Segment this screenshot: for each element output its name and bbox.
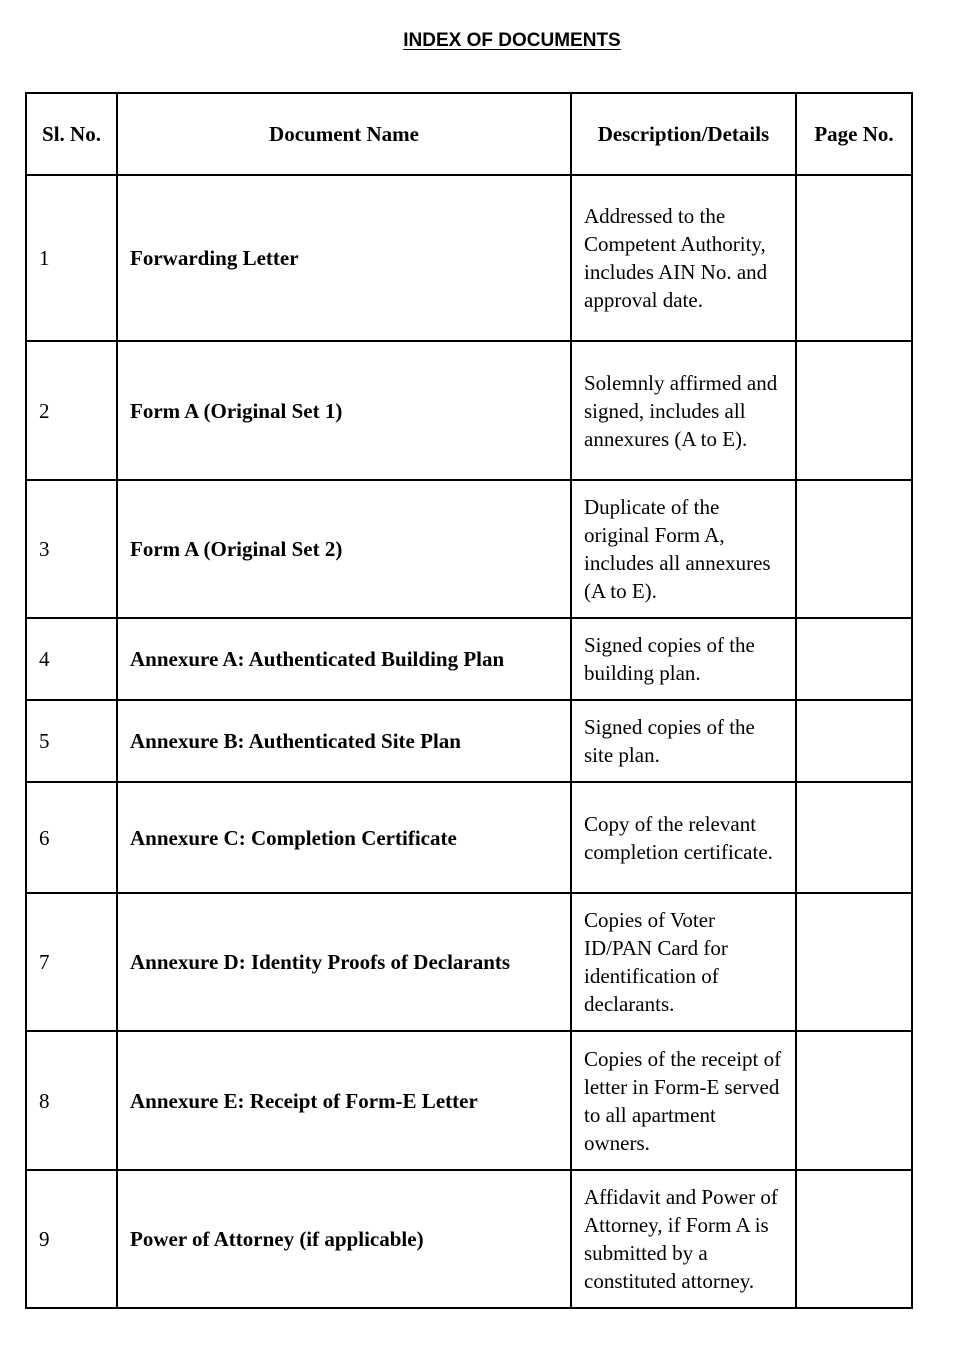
row-description: Solemnly affirmed and signed, includes all annexures (A to E). (571, 341, 796, 480)
table-row (26, 1170, 912, 1308)
table-row (26, 175, 912, 341)
row-document-name: Forwarding Letter (117, 175, 571, 341)
row-sl-no: 2 (26, 341, 117, 480)
row-description: Copies of the receipt of letter in Form-E served to all apartment owners. (571, 1031, 796, 1170)
table-row (26, 893, 912, 1031)
row-page-no (796, 1031, 912, 1170)
row-document-name: Annexure C: Completion Certificate (117, 782, 571, 893)
row-page-no (796, 782, 912, 893)
row-description: Signed copies of the building plan. (571, 618, 796, 700)
table-header-row (26, 93, 912, 175)
row-description: Copies of Voter ID/PAN Card for identification of declarants. (571, 893, 796, 1031)
table-row (26, 618, 912, 700)
row-sl-no: 1 (26, 175, 117, 341)
row-page-no (796, 893, 912, 1031)
row-description: Addressed to the Competent Authority, includes AIN No. and approval date. (571, 175, 796, 341)
row-sl-no: 8 (26, 1031, 117, 1170)
row-sl-no: 7 (26, 893, 117, 1031)
row-sl-no: 4 (26, 618, 117, 700)
row-document-name: Annexure B: Authenticated Site Plan (117, 700, 571, 782)
row-page-no (796, 341, 912, 480)
header-description: Description/Details (571, 93, 796, 175)
table-row (26, 700, 912, 782)
row-page-no (796, 175, 912, 341)
row-document-name: Form A (Original Set 2) (117, 480, 571, 618)
row-page-no (796, 1170, 912, 1308)
row-document-name: Annexure E: Receipt of Form-E Letter (117, 1031, 571, 1170)
row-page-no (796, 700, 912, 782)
row-sl-no: 6 (26, 782, 117, 893)
row-page-no (796, 618, 912, 700)
row-document-name: Annexure A: Authenticated Building Plan (117, 618, 571, 700)
table-row (26, 1031, 912, 1170)
header-page-no: Page No. (796, 93, 912, 175)
document-title: INDEX OF DOCUMENTS (403, 30, 621, 51)
row-document-name: Annexure D: Identity Proofs of Declarants (117, 893, 571, 1031)
row-page-no (796, 480, 912, 618)
row-sl-no: 5 (26, 700, 117, 782)
row-description: Signed copies of the site plan. (571, 700, 796, 782)
row-sl-no: 3 (26, 480, 117, 618)
row-document-name: Power of Attorney (if applicable) (117, 1170, 571, 1308)
header-sl-no: Sl. No. (26, 93, 117, 175)
row-document-name: Form A (Original Set 1) (117, 341, 571, 480)
index-table (25, 92, 913, 1309)
row-description: Affidavit and Power of Attorney, if Form A is submitted by a constituted attorney. (571, 1170, 796, 1308)
row-description: Duplicate of the original Form A, includes all annexures (A to E). (571, 480, 796, 618)
table-row (26, 341, 912, 480)
row-sl-no: 9 (26, 1170, 117, 1308)
row-description: Copy of the relevant completion certificate. (571, 782, 796, 893)
table-row (26, 782, 912, 893)
table-row (26, 480, 912, 618)
header-document-name: Document Name (117, 93, 571, 175)
